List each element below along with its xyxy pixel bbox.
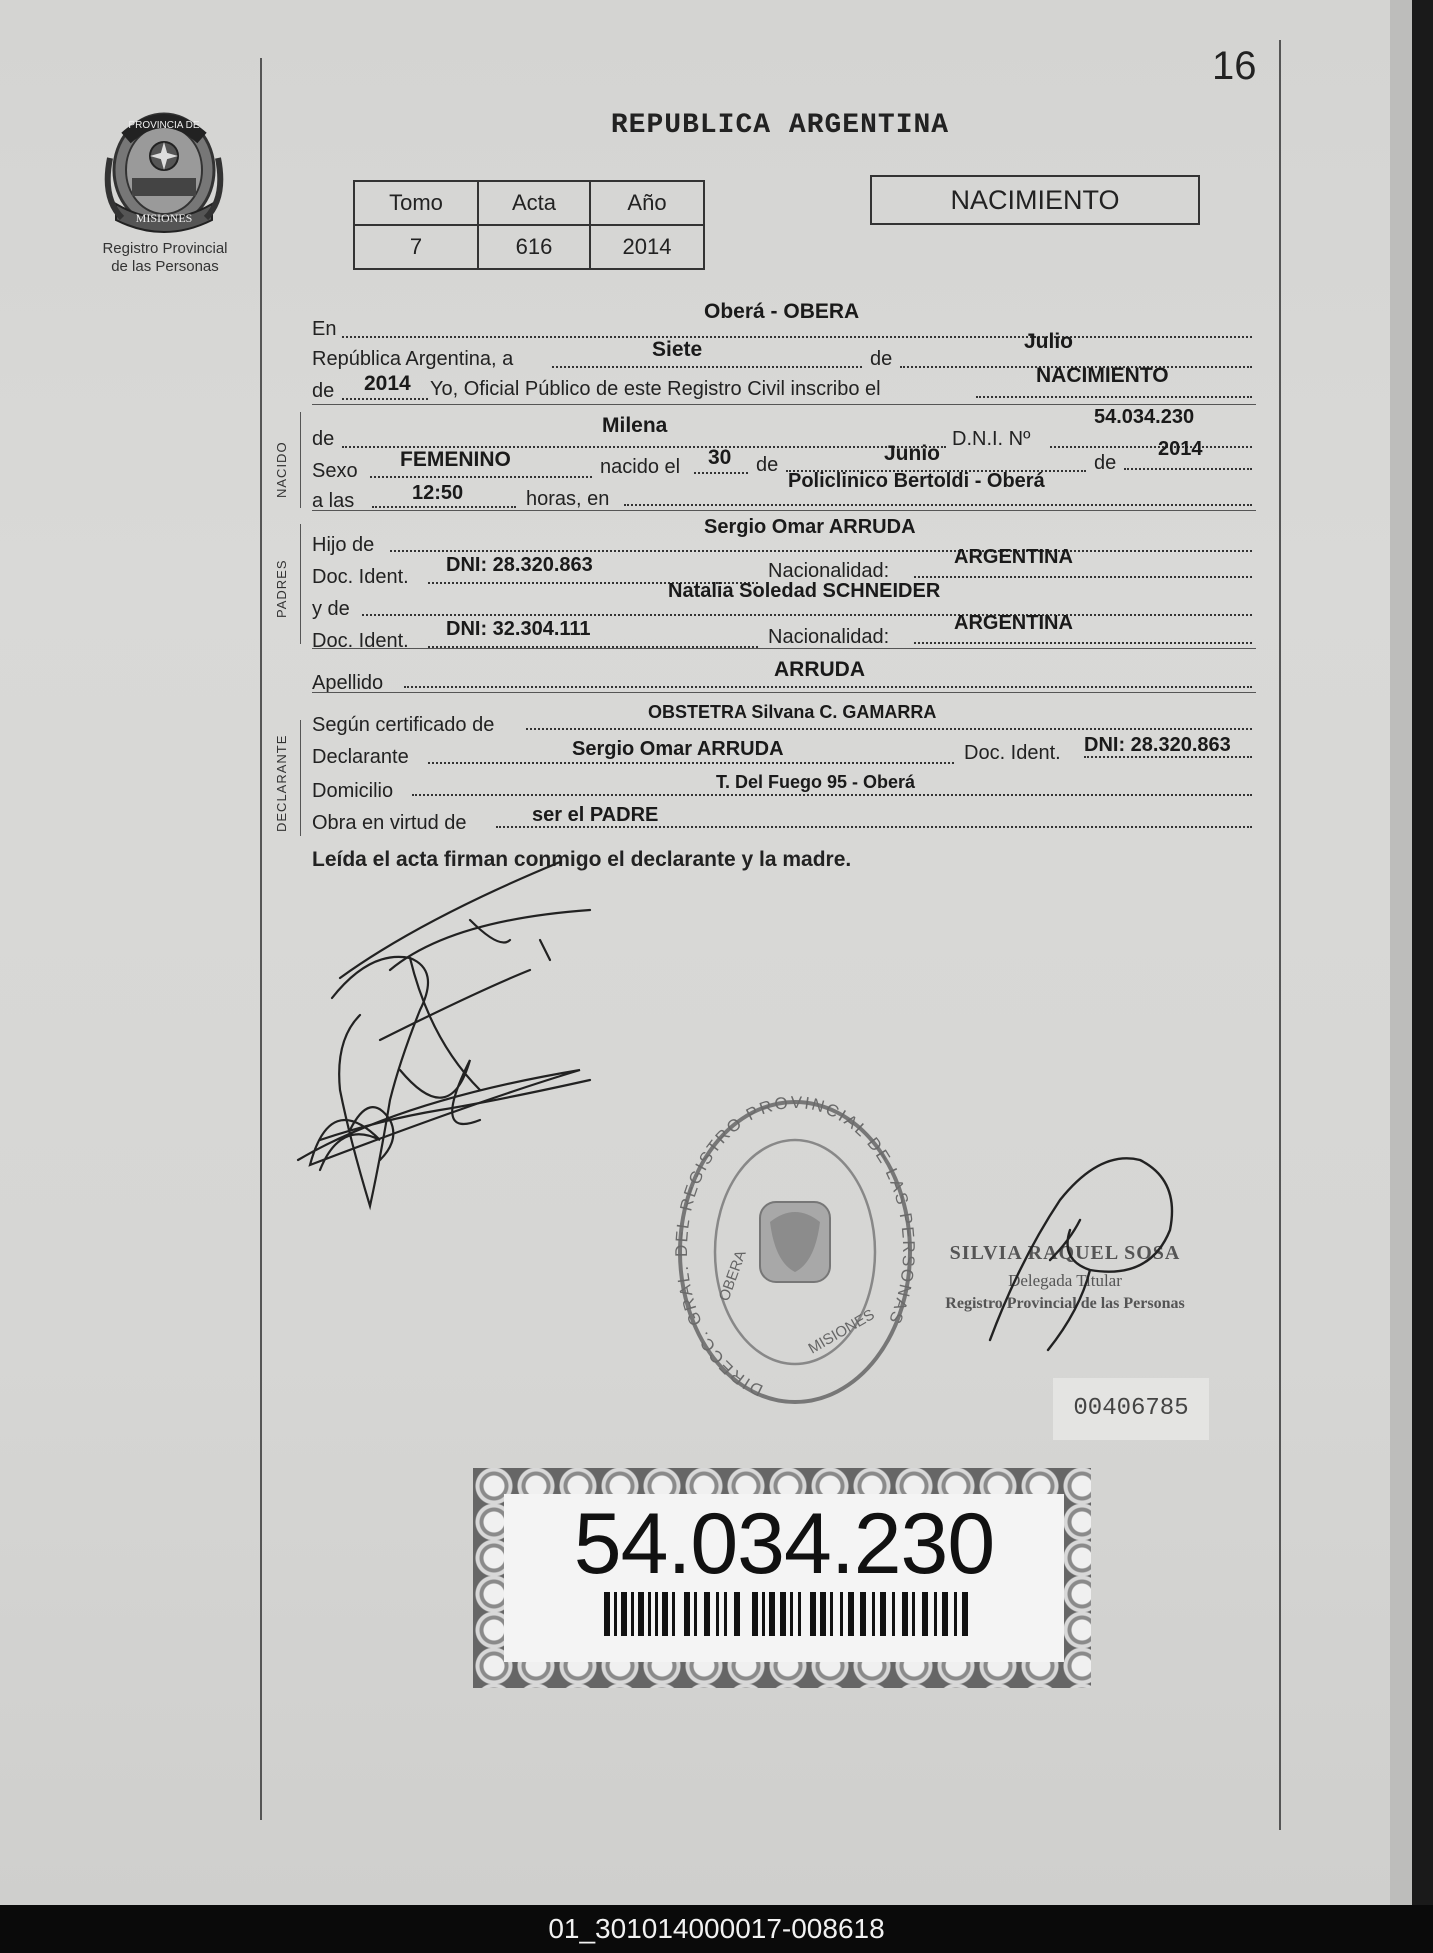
signer-role: Delegada Titular bbox=[1008, 1271, 1122, 1290]
logo-arc-text: PROVINCIA DE bbox=[128, 120, 200, 131]
padres-bracket bbox=[300, 524, 301, 644]
logo-band-text: MISIONES bbox=[135, 211, 193, 225]
closing-text: Leída el acta firman conmigo el declarante y la madre. bbox=[312, 848, 852, 871]
father-name: Sergio Omar ARRUDA bbox=[704, 516, 916, 538]
nacido-de-label2: de bbox=[756, 454, 779, 476]
apellido-rule bbox=[312, 692, 1256, 693]
right-border-line bbox=[1279, 40, 1281, 1830]
apellido-value: ARRUDA bbox=[774, 658, 865, 681]
child-name: Milena bbox=[602, 414, 668, 437]
de-label: de bbox=[870, 348, 893, 370]
sexo-dots bbox=[370, 476, 592, 478]
control-number: 00406785 bbox=[1053, 1378, 1209, 1440]
father-nac-label: Nacionalidad: bbox=[768, 560, 890, 582]
father-dots bbox=[390, 550, 1252, 552]
nacido-el-label: nacido el bbox=[600, 456, 681, 478]
stamp-left-text: OBERA bbox=[715, 1248, 750, 1304]
de2-label: de bbox=[312, 380, 335, 402]
nacido-de-label3: de bbox=[1094, 452, 1117, 474]
act-dots bbox=[976, 396, 1252, 398]
stamp-ring-text: DIRECC. GRAL. DEL REGISTRO PROVINCIAL DE LAS PERSONAS bbox=[672, 1092, 919, 1400]
birth-place: Policlinico Bertoldi - Oberá bbox=[788, 470, 1045, 492]
value-tomo: 7 bbox=[354, 225, 478, 269]
footer-id: 01_301014000017-008618 bbox=[0, 1905, 1433, 1953]
apellido-label: Apellido bbox=[312, 672, 384, 694]
dom-value: T. Del Fuego 95 - Oberá bbox=[716, 772, 916, 792]
dni-dots bbox=[1050, 446, 1252, 448]
father-nat-dots bbox=[914, 576, 1252, 578]
mother-doc: DNI: 32.304.111 bbox=[446, 618, 591, 640]
dom-label: Domicilio bbox=[312, 780, 394, 802]
alas-label: a las bbox=[312, 490, 355, 512]
birth-month: Junio bbox=[884, 442, 940, 465]
hijo-label: Hijo de bbox=[312, 534, 375, 556]
birth-time: 12:50 bbox=[412, 482, 464, 504]
signer-org: Registro Provincial de las Personas bbox=[945, 1295, 1185, 1312]
month-value: Julio bbox=[1024, 330, 1074, 353]
mother-doc-label: Doc. Ident. bbox=[312, 630, 409, 652]
birth-year-dots bbox=[1124, 468, 1252, 470]
nacido-rule bbox=[312, 510, 1256, 511]
decl-dots bbox=[428, 762, 954, 764]
nacido-bracket bbox=[300, 412, 301, 508]
dom-dots bbox=[412, 794, 1252, 796]
cert-label: Según certificado de bbox=[312, 714, 495, 736]
day-value: Siete bbox=[652, 338, 703, 361]
official-stamp bbox=[670, 1092, 920, 1412]
mother-nac-label: Nacionalidad: bbox=[768, 626, 890, 648]
horas-label: horas, en bbox=[526, 488, 610, 510]
child-dni: 54.034.230 bbox=[1094, 406, 1195, 428]
stamp-right-text: MISIONES bbox=[805, 1306, 878, 1358]
declarant-signature bbox=[280, 840, 600, 1220]
mother-name: Natalia Soledad SCHNEIDER bbox=[668, 580, 941, 602]
scan-margin bbox=[1390, 0, 1412, 1905]
scan-edge bbox=[1412, 0, 1433, 1905]
yde-label: y de bbox=[312, 598, 350, 620]
logo-caption-line1: Registro Provincial bbox=[102, 240, 228, 257]
official-signature bbox=[980, 1140, 1200, 1360]
year-dots bbox=[342, 398, 428, 400]
en-dots bbox=[342, 336, 1252, 338]
decl-doc-value: DNI: 28.320.863 bbox=[1084, 734, 1231, 756]
birth-place-dots bbox=[624, 504, 1252, 506]
republica-label: República Argentina, a bbox=[312, 348, 514, 370]
obra-value: ser el PADRE bbox=[532, 804, 659, 826]
nacido-label: NACIDO bbox=[274, 441, 289, 498]
header-acta: Acta bbox=[478, 181, 590, 225]
en-label: En bbox=[312, 318, 337, 340]
value-ano: 2014 bbox=[590, 225, 704, 269]
page-number: 16 bbox=[1212, 44, 1257, 88]
logo-caption bbox=[80, 240, 250, 276]
apellido-dots bbox=[404, 686, 1252, 688]
dni-label: D.N.I. Nº bbox=[952, 428, 1031, 450]
mother-nationality: ARGENTINA bbox=[954, 612, 1073, 634]
birth-year: 2014 bbox=[1158, 438, 1203, 460]
year-value: 2014 bbox=[364, 372, 411, 395]
place-value: Oberá - OBERA bbox=[704, 300, 860, 323]
decl-value: Sergio Omar ARRUDA bbox=[572, 738, 784, 760]
time-dots bbox=[372, 506, 516, 508]
province-crest-logo bbox=[102, 108, 226, 238]
decl-label: Declarante bbox=[312, 746, 409, 768]
barcode-number: 54.034.230 bbox=[573, 1496, 995, 1592]
decl-doc-label: Doc. Ident. bbox=[964, 742, 1061, 764]
country-title: REPUBLICA ARGENTINA bbox=[610, 110, 950, 141]
barcode-bars bbox=[604, 1592, 974, 1636]
cert-dots bbox=[526, 728, 1252, 730]
sexo-label: Sexo bbox=[312, 460, 358, 482]
value-acta: 616 bbox=[478, 225, 590, 269]
padres-rule bbox=[312, 648, 1256, 649]
mother-nat-dots bbox=[914, 642, 1252, 644]
declarante-label: DECLARANTE bbox=[274, 734, 289, 832]
header-ano: Año bbox=[590, 181, 704, 225]
decl-doc-dots bbox=[1084, 756, 1252, 758]
padres-label: PADRES bbox=[274, 559, 289, 618]
sexo-value: FEMENINO bbox=[400, 448, 511, 471]
mother-dots bbox=[362, 614, 1252, 616]
day-dots bbox=[552, 366, 862, 368]
signer-name: SILVIA RAQUEL SOSA bbox=[949, 1242, 1181, 1264]
birth-day: 30 bbox=[708, 446, 732, 469]
declarante-bracket bbox=[300, 720, 301, 836]
record-meta-table bbox=[353, 180, 705, 270]
father-doc: DNI: 28.320.863 bbox=[446, 554, 593, 576]
cert-value: OBSTETRA Silvana C. GAMARRA bbox=[648, 702, 937, 722]
act-value: NACIMIENTO bbox=[1036, 364, 1169, 387]
statement-text: Yo, Oficial Público de este Registro Civil inscribo el bbox=[430, 378, 881, 400]
record-type: NACIMIENTO bbox=[870, 175, 1200, 225]
logo-caption-line2: de las Personas bbox=[111, 258, 219, 275]
father-nationality: ARGENTINA bbox=[954, 546, 1073, 568]
left-border-line bbox=[260, 58, 262, 1820]
birth-day-dots bbox=[694, 472, 748, 474]
intro-rule bbox=[312, 404, 1256, 405]
header-tomo: Tomo bbox=[354, 181, 478, 225]
nacido-de-label: de bbox=[312, 428, 335, 450]
obra-label: Obra en virtud de bbox=[312, 812, 467, 834]
father-doc-label: Doc. Ident. bbox=[312, 566, 409, 588]
